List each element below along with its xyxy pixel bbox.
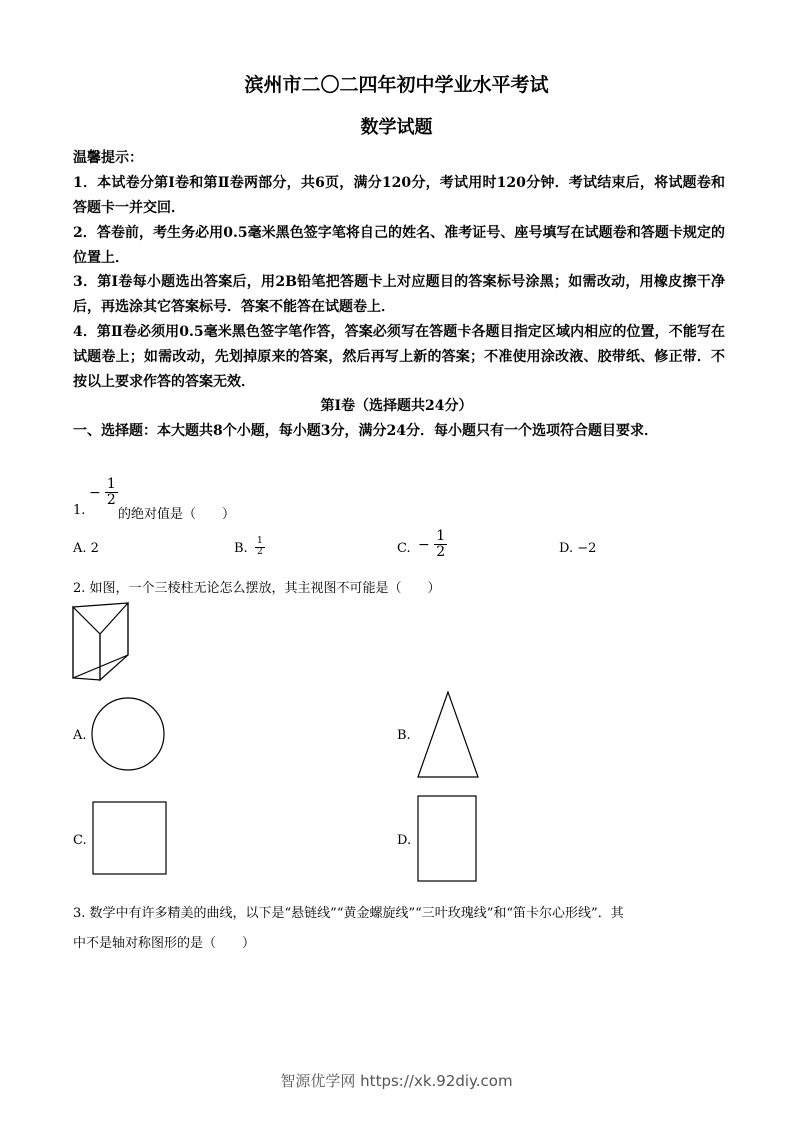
q1-option-d: D. −2 — [559, 541, 597, 556]
q1-option-c-num: 1 — [436, 528, 446, 544]
q1-frac-num: 1 — [106, 476, 116, 492]
page-subtitle: 数学试题 — [360, 117, 433, 138]
q1-neg-sign: − — [89, 484, 101, 501]
q1-frac-den: 2 — [106, 492, 116, 509]
notice-item-2: 2．答卷前，考生务必用0.5毫米黑色签字笔将自己的姓名、准考证号、座号填写在试题卷和答题卡规定的位置上． — [73, 225, 725, 266]
q2-text: 2. 如图，一个三棱柱无论怎么摆放，其主视图不可能是（ ） — [73, 581, 441, 596]
page-title: 滨州市二〇二四年初中学业水平考试 — [244, 74, 549, 96]
q3-text-line2: 中不是轴对称图形的是（ ） — [73, 936, 256, 951]
section-heading: 第Ⅰ卷（选择题共24分） — [320, 398, 473, 414]
q1-option-a: A. 2 — [73, 541, 99, 556]
q1-option-c-neg: − — [418, 536, 430, 553]
q3-text-line1: 3. 数学中有许多精美的曲线，以下是“悬链线”“黄金螺旋线”“三叶玫瑰线”和“笛卡尔心形线”．其 — [73, 906, 624, 921]
q1-number: 1. — [73, 503, 86, 518]
q1-option-b-num: 1 — [257, 536, 263, 546]
q1-text: 的绝对值是（ ） — [118, 507, 236, 522]
notice-item-1: 1．本试卷分第Ⅰ卷和第Ⅱ卷两部分，共6页，满分120分，考试用时120分钟．考试结束后，将试题卷和答题卡一并交回． — [73, 175, 725, 216]
q2-option-b-label: B. — [397, 728, 411, 743]
q2-option-a-label: A. — [73, 728, 87, 743]
notice-item-4: 4．第Ⅱ卷必须用0.5毫米黑色签字笔作答，答案必须写在答题卡各题目指定区域内相应的位置，不能写在试题卷上；如需改动，先划掉原来的答案，然后再写上新的答案；不准使用涂改液、胶带纸、修正带．不按以上要求作答的答案无效． — [73, 324, 725, 390]
footer-watermark: 智源优学网 https://xk.92diy.com — [280, 1072, 513, 1090]
q1-option-c-den: 2 — [436, 544, 446, 561]
q1-option-b-label: B. — [234, 541, 248, 556]
notice-heading: 温馨提示： — [73, 150, 143, 166]
q1-option-c-label: C. — [397, 541, 411, 556]
q1-option-b-den: 2 — [257, 546, 263, 557]
q2-option-d-label: D. — [397, 833, 412, 848]
section-instructions: 一、选择题：本大题共8个小题，每小题3分，满分24分．每小题只有一个选项符合题目要求． — [73, 423, 658, 439]
notice-item-3: 3．第Ⅰ卷每小题选出答案后，用2B铅笔把答题卡上对应题目的答案标号涂黑；如需改动，用橡皮擦干净后，再选涂其它答案标号．答案不能答在试题卷上． — [73, 274, 725, 315]
q2-option-c-label: C. — [73, 833, 87, 848]
